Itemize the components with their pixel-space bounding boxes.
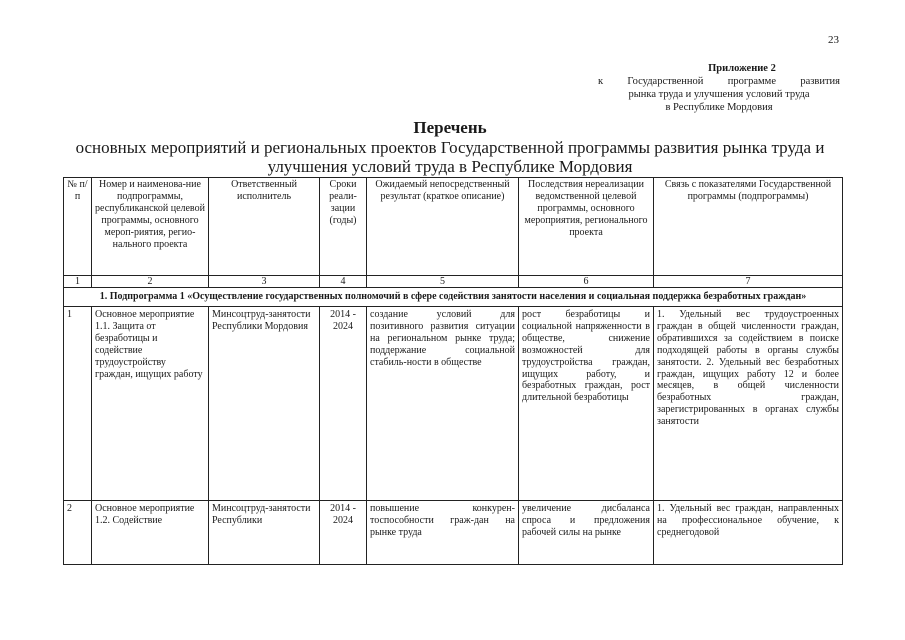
subprogram-row bbox=[64, 288, 843, 307]
header-indicators: Связь с показателями Государственной программы (подпрограммы) bbox=[654, 178, 843, 276]
header-consequences: Последствия нереализации ведомственной целевой программы, основного мероприятия, регионального проекта bbox=[519, 178, 654, 276]
row-result: повышение конкурен-тоспособности граж-дан на рынке труда bbox=[367, 501, 519, 565]
row-num: 1 bbox=[64, 307, 92, 501]
measures-table bbox=[63, 177, 843, 565]
appendix-line-1: к Государственной программе развития bbox=[598, 76, 840, 87]
document-title: Перечень bbox=[413, 118, 487, 137]
column-number: 7 bbox=[654, 276, 843, 288]
row-result: создание условий для позитивного развития ситуации на региональном рынке труда; поддержание социальной стабиль-ности в обществе bbox=[367, 307, 519, 501]
table-row bbox=[64, 307, 843, 501]
row-num: 2 bbox=[64, 501, 92, 565]
column-number: 6 bbox=[519, 276, 654, 288]
row-consequences: рост безработицы и социальной напряженности в обществе, снижение возможностей для трудоустройства граждан, ищущих работу, и безработных граждан, рост длительной безработицы bbox=[519, 307, 654, 501]
row-period: 2014 - 2024 bbox=[320, 307, 367, 501]
row-name: Основное мероприятие 1.2. Содействие bbox=[92, 501, 209, 565]
row-period: 2014 - 2024 bbox=[320, 501, 367, 565]
column-number: 5 bbox=[367, 276, 519, 288]
subprogram-title: 1. Подпрограмма 1 «Осуществление государственных полномочий в сфере содействия занятости населения и социальная поддержка безработных граждан» bbox=[64, 288, 843, 307]
column-number: 2 bbox=[92, 276, 209, 288]
row-consequences: увеличение дисбаланса спроса и предложения рабочей силы на рынке bbox=[519, 501, 654, 565]
header-result: Ожидаемый непосредственный результат (краткое описание) bbox=[367, 178, 519, 276]
row-indicators: 1. Удельный вес граждан, направленных на профессиональное обучение, к среднегодовой bbox=[654, 501, 843, 565]
header-name: Номер и наименова-ние подпрограммы, республиканской целевой программы, основного мероп-риятия, регио-нального проекта bbox=[92, 178, 209, 276]
appendix-title: Приложение 2 bbox=[708, 63, 776, 74]
appendix-line-2: рынка труда и улучшения условий труда bbox=[628, 89, 810, 100]
row-name: Основное мероприятие 1.1. Защита от безработицы и содействие трудоустройству граждан, ищущих работу bbox=[92, 307, 209, 501]
document-heading bbox=[55, 118, 845, 176]
header-num: № п/п bbox=[64, 178, 92, 276]
document-subtitle-line-1: основных мероприятий и региональных проектов Государственной программы развития рынка труда и bbox=[75, 138, 825, 157]
appendix-block bbox=[598, 62, 840, 114]
column-number: 1 bbox=[64, 276, 92, 288]
header-period: Сроки реали-зации (годы) bbox=[320, 178, 367, 276]
column-number: 4 bbox=[320, 276, 367, 288]
column-number: 3 bbox=[209, 276, 320, 288]
row-executor: Минсоцтруд-занятости Республики bbox=[209, 501, 320, 565]
header-executor: Ответственный исполнитель bbox=[209, 178, 320, 276]
page-number: 23 bbox=[828, 34, 839, 46]
table-header-row bbox=[64, 178, 843, 276]
row-executor: Минсоцтруд-занятости Республики Мордовия bbox=[209, 307, 320, 501]
table-row bbox=[64, 501, 843, 565]
column-number-row bbox=[64, 276, 843, 288]
appendix-line-3: в Республике Мордовия bbox=[665, 102, 773, 113]
row-indicators: 1. Удельный вес трудоустроенных граждан в общей численности граждан, обратившихся за содействием в поиске подходящей работы в органы службы занятости. 2. Удельный вес безработных граждан, ищущих работу 12 и более месяцев, в общей численности безработных граждан, зарегистрированных в органах службы занятости bbox=[654, 307, 843, 501]
document-subtitle-line-2: улучшения условий труда в Республике Мордовия bbox=[267, 157, 633, 176]
